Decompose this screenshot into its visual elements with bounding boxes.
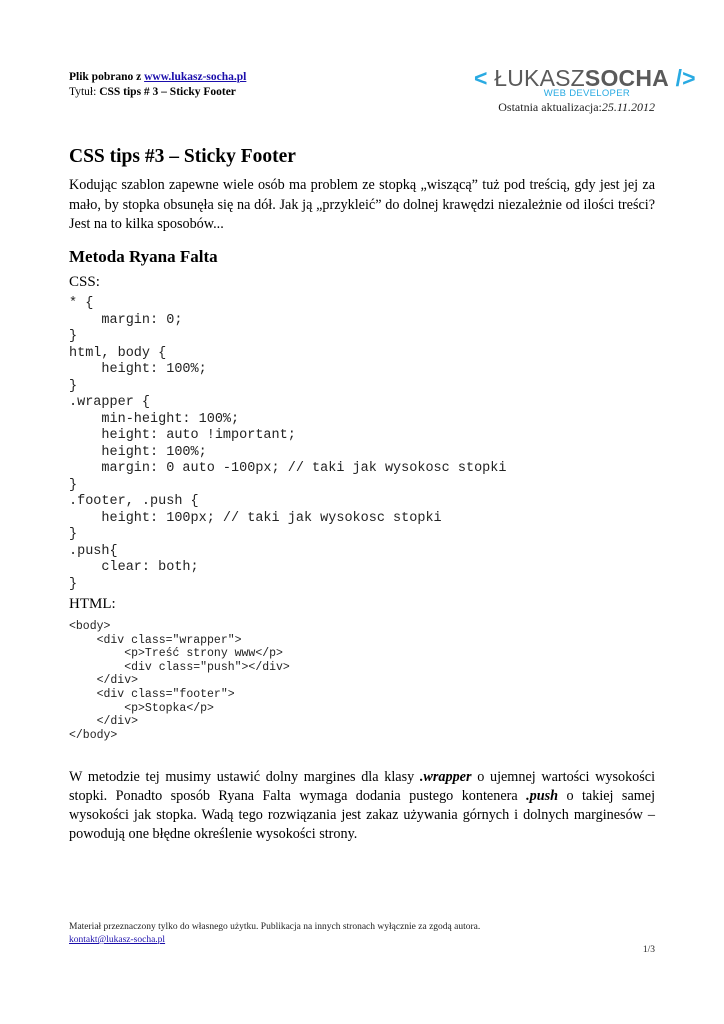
document-header <box>69 70 246 100</box>
updated-date: 25.11.2012 <box>601 100 655 114</box>
summary-paragraph <box>69 768 655 844</box>
wrapper-class-name: .wrapper <box>419 769 472 785</box>
title-value: CSS tips # 3 – Sticky Footer <box>99 86 236 98</box>
summary-text-1: W metodzie tej musimy ustawić dolny margines dla klasy <box>69 769 415 785</box>
css-label: CSS: <box>69 274 100 290</box>
site-logo <box>474 65 696 100</box>
logo-open-bracket: < <box>474 65 488 91</box>
source-link[interactable]: www.lukasz-socha.pl <box>144 71 247 83</box>
summary-text-3: o takiej samej wysokości jak stopka. Wadą tego rozwiązania jest zakaz używania górnych i dolnych marginesów – powodują one błędne określenie wysokości strony. <box>69 788 656 842</box>
logo-close-bracket: /> <box>675 65 696 91</box>
logo-subtitle: WEB DEVELOPER <box>543 88 630 99</box>
logo-name-last: SOCHA <box>584 65 669 91</box>
summary-text-2: o ujemnej wartości wysokości stopki. Ponadto sposób Ryana Falta wymaga dodania pustego kontenera <box>69 769 656 804</box>
css-code-block: * { margin: 0; } html, body { height: 100%; } .wrapper { min-height: 100%; height: auto !important; height: 100%; margin: 0 auto -100px; // taki jak wysokosc stopki } .footer, .push { height: 100px; // taki jak wysokosc stopki } .push{ clear: both; } <box>69 296 507 592</box>
logo-name-first: ŁUKASZ <box>494 65 585 91</box>
page-footer <box>69 921 480 947</box>
title-label: Tytuł: <box>69 86 97 98</box>
contact-email-link[interactable]: kontakt@lukasz-socha.pl <box>69 935 166 945</box>
source-label: Plik pobrano z <box>69 71 142 83</box>
intro-paragraph: Kodując szablon zapewne wiele osób ma problem ze stopką „wiszącą” tuż pod treścią, gdy jest jej za mało, by stopka obsunęła się na dół. Jak ją „przykleić” do dolnej krawędzi niezależnie od ilości treści? Jest na to kilka sposobów... <box>69 177 655 232</box>
last-updated <box>498 100 655 115</box>
updated-label: Ostatnia aktualizacja: <box>498 100 602 114</box>
page-number: 1/3 <box>642 945 655 955</box>
html-label: HTML: <box>69 596 116 612</box>
section-heading: Metoda Ryana Falta <box>69 247 218 266</box>
html-code-block: <body> <div class="wrapper"> <p>Treść strony www</p> <div class="push"></div> </div> <div class="footer"> <p>Stopka</p> </div> </body> <box>69 620 290 742</box>
copyright-notice: Materiał przeznaczony tylko do własnego użytku. Publikacja na innych stronach wyłącznie za zgodą autora. <box>69 922 481 932</box>
article-title: CSS tips #3 – Sticky Footer <box>69 146 296 167</box>
source-line <box>69 70 246 85</box>
title-line <box>69 85 246 100</box>
push-class-name: .push <box>526 788 559 804</box>
